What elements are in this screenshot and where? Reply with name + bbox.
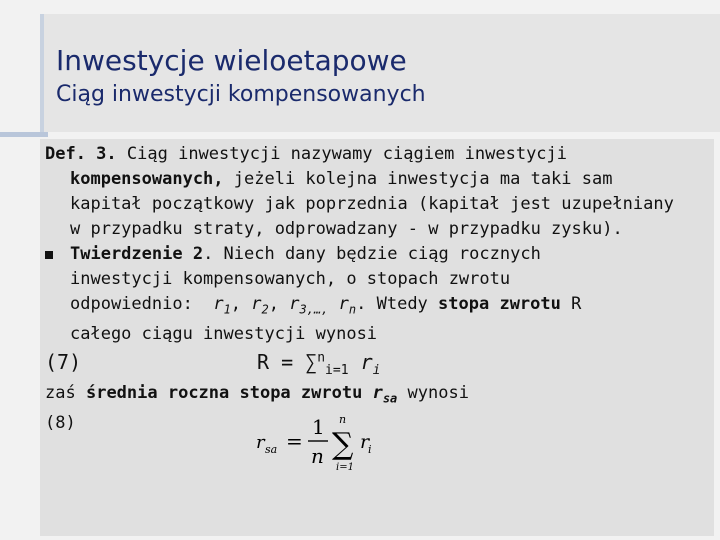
equation-7-lhs: R = ∑: [257, 350, 318, 374]
page-title: Inwestycje wieloetapowe: [56, 44, 407, 77]
definition-paragraph: [45, 142, 705, 167]
mean-prefix: zaś: [45, 383, 76, 403]
mean-line: [45, 383, 469, 405]
definition-line2: [45, 167, 705, 192]
theorem-bullet: [45, 242, 705, 267]
theorem-line2: inwestycji kompensowanych, o stopach zwrotu: [70, 269, 511, 289]
rate-r2: $r_2$: [251, 294, 269, 317]
theorem-line1-text: . Niech dany będzie ciąg rocznych: [203, 244, 541, 264]
theorem-symbol: R: [571, 294, 582, 314]
eq8-sum-top: n: [339, 413, 347, 426]
equation-7: [45, 350, 705, 380]
page-subtitle: Ciąg inwestycji kompensowanych: [56, 82, 426, 107]
eq8-lhs: r: [256, 432, 265, 453]
eq8-var: r: [360, 431, 370, 453]
equation-7-number: (7): [45, 350, 82, 374]
theorem-line4: całego ciągu inwestycji wynosi: [70, 324, 378, 345]
mean-suffix: wynosi: [407, 383, 469, 403]
square-bullet-icon: [45, 251, 53, 259]
equation-8-number: (8): [45, 413, 76, 433]
eq8-lhs-sub: sa: [265, 443, 278, 456]
equation-8-formula: [252, 410, 392, 476]
accent-bar-horizontal: [0, 132, 48, 137]
definition-line4: w przypadku straty, odprowadzany - w przypadku zysku).: [70, 219, 623, 239]
theorem-line1: [45, 242, 705, 267]
definition-line2-text: jeżeli kolejna inwestycja ma taki sam: [233, 169, 613, 189]
equation-7-var-sub: i: [372, 363, 381, 378]
equation-7-sup: n: [317, 350, 326, 366]
theorem-line3-prefix: odpowiednio:: [70, 294, 193, 314]
rate-r1: $r_1$: [213, 294, 231, 317]
content-text: [45, 142, 705, 347]
accent-bar-vertical: [40, 14, 44, 132]
theorem-term: stopa zwrotu: [438, 294, 561, 314]
equation-7-body: [257, 350, 380, 378]
definition-label: Def. 3.: [45, 144, 117, 164]
eq8-denominator: n: [311, 444, 324, 468]
eq8-equals: =: [286, 429, 303, 453]
definition-term: kompensowanych,: [70, 169, 224, 189]
equation-7-sub: i=1: [325, 363, 349, 378]
mean-symbol-sub: sa: [382, 391, 398, 406]
eq8-var-sub: i: [368, 443, 372, 456]
theorem-line3: odpowiednio: $r_1$, $r_2$, $r_{3,\dots,}$ $r_n$. Wtedy stopa zwrotu R: [70, 294, 582, 317]
rate-rn: $r_n$: [338, 294, 357, 317]
eq8-sigma: ∑: [332, 427, 354, 462]
equation-7-var: r: [360, 350, 373, 374]
theorem-line3-mid: . Wtedy: [356, 294, 428, 314]
eq8-sum-bottom: i=1: [336, 462, 354, 473]
definition-line3: kapitał początkowy jak poprzednia (kapitał jest uzupełniany: [70, 194, 674, 214]
rate-r3: $r_{3,\dots,}$: [289, 294, 329, 317]
eq8-numerator: 1: [312, 415, 325, 439]
mean-term: średnia roczna stopa zwrotu: [85, 383, 363, 403]
mean-symbol: r: [372, 383, 383, 403]
theorem-label: Twierdzenie 2: [70, 244, 204, 264]
definition-line1: Ciąg inwestycji nazywamy ciągiem inwestycji: [126, 144, 568, 164]
